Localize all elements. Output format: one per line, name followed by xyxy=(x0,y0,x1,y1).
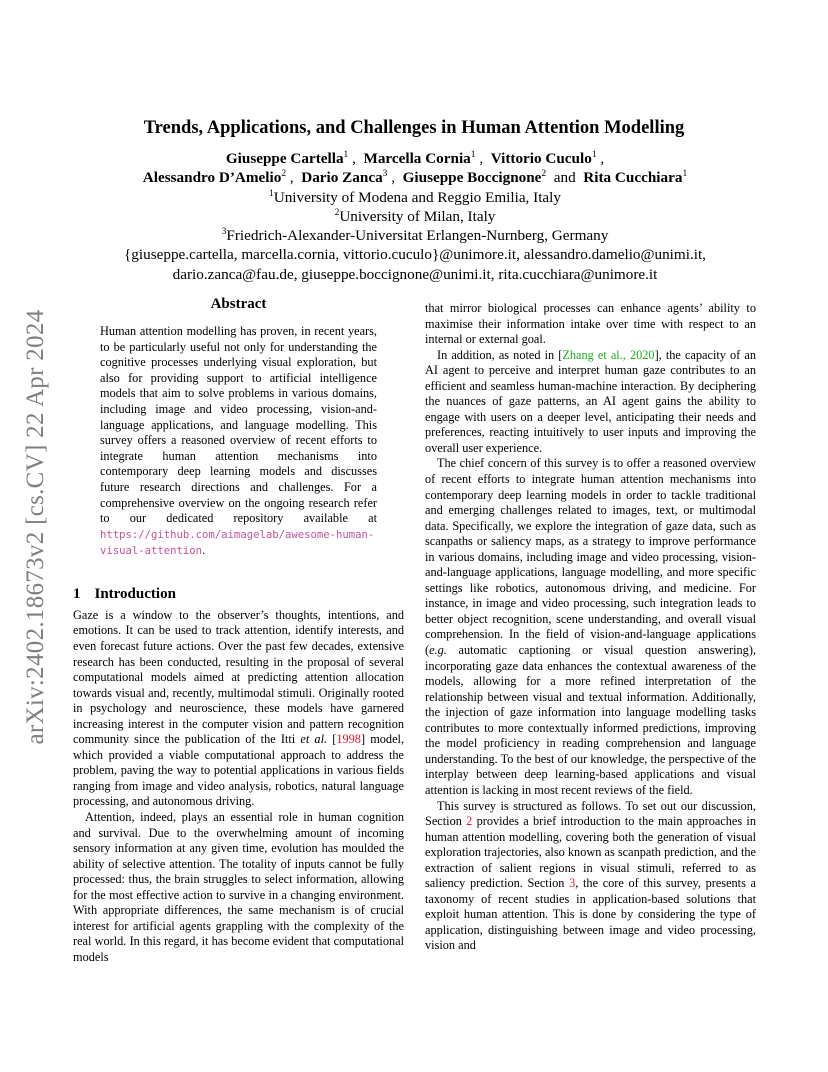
abstract-body xyxy=(100,324,377,560)
and-word: and xyxy=(553,169,576,187)
affiliation-number: 3 xyxy=(221,227,227,238)
paragraph-text: Gaze is a window to the observer’s thoughts, intentions, and emotions. It can be used to track attention, identify interests, and even forecast future actions. Over the past few decades, extensive research has been conducted, resulting in the proposal of several computational models aimed at predicting attention allocation towards visual and, recently, multimodal stimuli. Originally rooted in psychology and neuroscience, these models have garnered increasing interest in the computer vision and pattern recognition community since the publication of the Itti xyxy=(73,607,404,747)
affiliation-mark: 1 xyxy=(343,150,349,160)
paragraph-text: provides a brief introduction to the main approaches in human attention modelling, covering both the generation of visual exploration trajectories, also known as scanpath prediction, and the extraction of salient regions in visual stimuli, referred to as saliency prediction. Section xyxy=(425,814,756,891)
affiliation-mark: 1 xyxy=(682,169,688,180)
paragraph-text: The chief concern of this survey is to offer a reasoned overview of recent efforts to integrate human attention mechanisms into contemporary deep learning models in order to tackle traditional and emerging challenges related to images, text, or multimodal data. Specifically, we explore the integration of gaze data, such as scanpaths or saliency maps, as a strategy to improve performance in various domains, including image and video processing, vision-and-language applications, language modelling, and more specific settings like robotics, autonomous driving, and medicine. For instance, in image and video processing, such integration leads to better object recognition, scene understanding, and overall visual comprehension. In the field of vision-and-language applications ( xyxy=(425,456,756,658)
paragraph-text: In addition, as noted in [ xyxy=(437,347,563,362)
paragraph-text: , the core of this survey, presents a taxonomy of recent studies in application-based solutions that exploit human attention. This is done by considering the type of application, distinguishing between image and video processing, vision and xyxy=(425,876,756,953)
author-line-1: Giuseppe Cartella$^1$ , Marcella Cornia$^1$ , Vittorio Cuculo$^1$ , xyxy=(225,150,605,167)
arxiv-identifier-stamp xyxy=(14,0,58,1072)
intro-paragraph-2: Attention, indeed, plays an essential role in human cognition and survival. Due to the overwhelming amount of incoming sensory information at any given time, evolution has moulded the ability of selective attention. The totality of inputs cannot be fully processed: thus, the brain struggles to select information, allowing for the most effective action to survive in a changing environment. With appropriate differences, the same mechanism is of crucial interest for artificial agents grappling with the complexity of the real world. In this regard, it has become evident that computational models xyxy=(73,810,404,964)
author-name: Vittorio Cuculo xyxy=(490,150,592,167)
author-name: Giuseppe Cartella xyxy=(225,150,344,167)
section-heading-introduction xyxy=(73,586,404,603)
affiliation-number: 2 xyxy=(334,207,340,218)
author-name: Marcella Cornia xyxy=(363,150,471,167)
intro-paragraph-3: that mirror biological processes can enhance agents’ ability to maximise their information intake over time with respect to an internal or external goal. xyxy=(425,301,756,347)
section-link[interactable]: 2 xyxy=(466,814,473,829)
section-link[interactable]: 3 xyxy=(569,876,576,891)
paragraph-text: automatic captioning or visual question answering), incorporating gaze data enhances the contextual awareness of the models, allowing for a more refined interpretation of the relationship between visual and textual information. Additionally, the injection of gaze information into language modelling tasks contributes to more contextually informed predictions, improving the model proficiency in reading comprehension and language understanding. To the best of our knowledge, the perspective of the interplay between deep learning-based applications and visual attention is lacking in most recent reviews of the field. xyxy=(425,643,756,797)
left-column xyxy=(73,296,404,965)
citation-link[interactable]: Zhang et al., 2020 xyxy=(562,347,655,362)
eg-abbrev: e.g. xyxy=(429,643,447,658)
affiliation-text: University of Milan, Italy xyxy=(339,207,496,225)
paragraph-text: model, which provided a viable computational approach to address the problem, paving the way to potential applications in various fields ranging from image and video analysis, robotics, natural language processing, and autonomous driving. xyxy=(73,732,405,809)
affiliation-mark: 1 xyxy=(591,150,597,160)
abstract-heading: Abstract xyxy=(210,296,267,312)
affiliation-1 xyxy=(60,188,770,207)
repository-link[interactable]: https://github.com/aimagelab/awesome-human-visual-attention xyxy=(100,528,375,558)
paragraph-text: This survey is structured as follows. To set out our discussion, Section xyxy=(425,798,756,829)
section-number: 1 xyxy=(73,585,81,602)
et-al: et al. xyxy=(300,732,328,747)
intro-paragraph-6 xyxy=(425,799,756,954)
author-block xyxy=(60,149,770,284)
author-name: Dario Zanca xyxy=(301,169,383,187)
author-line-2: Alessandro D’Amelio$^2$ , Dario Zanca$^3$ , Giuseppe Boccignone$^2$ and Rita Cucchiara$^1$ xyxy=(142,169,688,187)
intro-paragraph-1: Gaze is a window to the observer’s thoughts, intentions, and emotions. It can be used to track attention, identify interests, and even forecast future actions. Over the past few decades, extensive research has been conducted, resulting in the proposal of several computational models aimed at predicting attention allocation towards visual and, recently, multimodal stimuli. Originally rooted in psychology and neuroscience, these models have garnered increasing interest in the computer vision and pattern recognition community since the publication of the Itti et al. [1998] model, which provided a viable computational approach to address the problem, paving the way to potential applications in various fields ranging from image and video analysis, robotics, natural language processing, and autonomous driving. xyxy=(73,607,405,809)
author-name: Rita Cucchiara xyxy=(583,169,683,187)
right-column xyxy=(425,301,756,954)
email-line-2: dario.zanca@fau.de, giuseppe.boccignone@unimi.it, rita.cucchiara@unimore.it xyxy=(172,265,658,283)
intro-paragraph-4 xyxy=(425,348,756,457)
affiliation-2 xyxy=(60,207,770,226)
affiliation-3 xyxy=(60,226,770,245)
affiliation-mark: 2 xyxy=(541,169,547,180)
affiliation-mark: 3 xyxy=(382,169,388,180)
author-name: Giuseppe Boccignone xyxy=(402,169,542,187)
abstract-text: Human attention modelling has proven, in recent years, to be particularly useful not only for understanding the cognitive processes underlying visual exploration, but also for providing support to artificial intelligence models that aim to solve problems in various domains, including image and video processing, vision-and-language applications, and language modelling. This survey offers a reasoned overview of recent efforts to integrate human attention mechanisms into contemporary deep learning models and discusses future research directions and challenges. For a comprehensive overview on the ongoing research refer to our dedicated repository available at xyxy=(100,324,377,526)
email-line-1: {giuseppe.cartella, marcella.cornia, vittorio.cuculo}@unimore.it, alessandro.damelio@unimi.it, xyxy=(124,246,706,264)
affiliation-mark: 2 xyxy=(281,169,287,180)
abstract-end: . xyxy=(202,543,206,558)
arxiv-id-text: arXiv:2402.18673v2 [cs.CV] 22 Apr 2024 xyxy=(22,309,49,745)
citation-link[interactable]: 1998 xyxy=(336,732,361,747)
affiliation-number: 1 xyxy=(269,188,274,199)
author-name: Alessandro D’Amelio xyxy=(142,169,282,187)
paper-title: Trends, Applications, and Challenges in Human Attention Modelling xyxy=(143,118,685,138)
section-title: Introduction xyxy=(94,585,176,602)
affiliation-mark: 1 xyxy=(470,150,476,160)
intro-paragraph-5 xyxy=(425,456,756,798)
affiliation-text: University of Modena and Reggio Emilia, Italy xyxy=(273,188,561,206)
paragraph-text: ], the capacity of an AI agent to perceive and interpret human gaze contributes to an efficient and seamless human-machine interaction. By deciphering the nuances of gaze patterns, an AI agent gains the ability to engage with users on a deeper level, anticipating their needs and preferences, reacting intuitively to user inputs and improving the overall user experience. xyxy=(425,347,756,455)
affiliation-text: Friedrich-Alexander-Universitat Erlangen-Nurnberg, Germany xyxy=(226,227,609,245)
